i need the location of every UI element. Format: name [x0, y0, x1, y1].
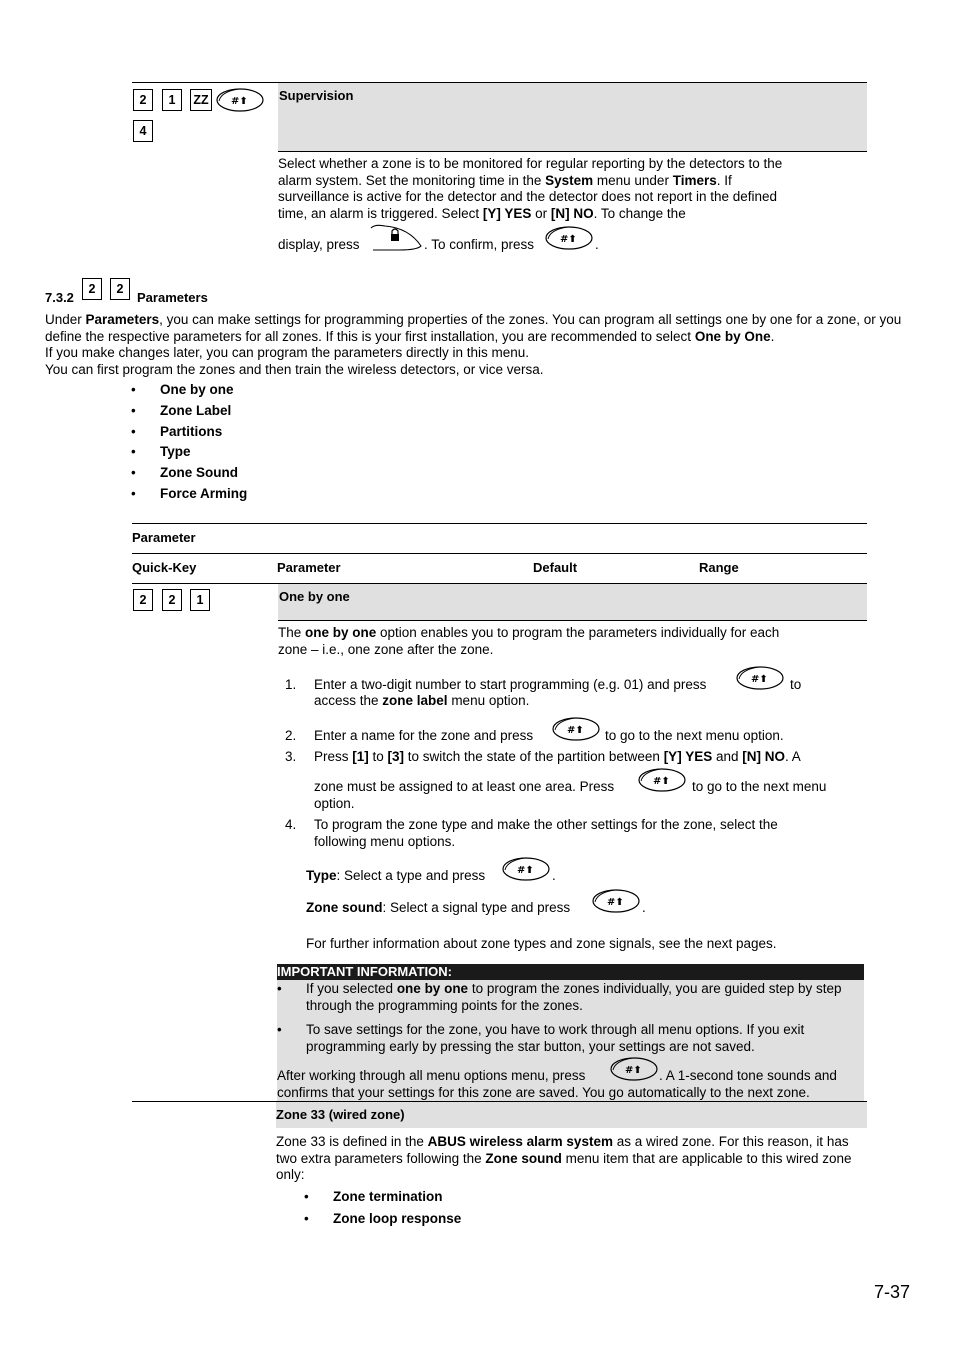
onebyone-band	[278, 584, 867, 620]
table-rule	[132, 523, 867, 524]
hash-arrow-key-icon	[592, 887, 640, 913]
svg-text:#⬆: #⬆	[231, 96, 248, 107]
intro-text: , you can make settings for programming properties of the zones. You can program all settings one by one for a zone, or you define the respective parameters for all zones. If this is your first installation, you are recommended to select	[45, 312, 902, 344]
hash-arrow-key-icon	[736, 664, 784, 690]
step-number: 1.	[285, 677, 297, 692]
step3-text-3: to go to the next menu	[692, 779, 827, 794]
zone33-text: Zone 33 is defined in the ABUS wireless alarm system as a wired zone. For this reason, it has two extra parameters following the Zone sound menu item that are applicable to this wired zone only:	[276, 1134, 852, 1182]
key-2: 2	[82, 278, 102, 300]
svg-text:#⬆: #⬆	[567, 725, 584, 736]
step1-text: Enter a two-digit number to start programming (e.g. 01) and press	[314, 677, 707, 692]
step-number: 3.	[285, 749, 297, 764]
no-option: [N] NO	[550, 205, 594, 221]
zone33-title: Zone 33 (wired zone)	[276, 1107, 405, 1122]
key-4: 4	[133, 120, 153, 142]
hash-arrow-key-icon	[552, 715, 600, 741]
zone33-list	[304, 1189, 462, 1233]
table-rule	[132, 553, 867, 554]
col-header-quickkey: Quick-Key	[132, 560, 197, 575]
supervision-title: Supervision	[279, 88, 354, 103]
yes-option: [Y] YES	[482, 205, 532, 221]
important-header: IMPORTANT INFORMATION:	[277, 964, 864, 980]
key-2: 2	[110, 278, 130, 300]
col-header-parameter: Parameter	[277, 560, 341, 575]
confirm-press-text: . To confirm, press	[424, 237, 535, 252]
key-2: 2	[162, 589, 182, 611]
list-item: • Partitions	[131, 423, 223, 439]
supervision-text-a: Select whether a zone is to be monitored for regular reporting by the detectors to the alarm system. Set the monitoring time in the	[278, 156, 783, 188]
section-p2: If you make changes later, you can program the parameters directly in this menu.	[45, 345, 529, 360]
step2-text: Enter a name for the zone and press	[314, 728, 534, 743]
hash-arrow-key-icon	[638, 766, 686, 792]
onebyone-intro: The one by one option enables you to program the parameters individually for each zone – i.e., one zone after the zone.	[278, 625, 780, 657]
step-number: 4.	[285, 817, 297, 832]
intro-end: .	[770, 328, 775, 344]
important-after-b: . A 1-second tone sounds and confirms that your settings for this zone are saved. You go automatically to the next zone.	[277, 1068, 837, 1100]
step3-text: Press [1] to [3] to switch the state of the partition between [Y] YES and [N] NO. A	[314, 749, 801, 764]
list-item: • Zone loop response	[304, 1211, 462, 1226]
section-title: Parameters	[137, 290, 208, 305]
list-item: • Zone Label	[131, 402, 232, 418]
intro-parameters: Parameters	[85, 312, 160, 327]
step1-to: to	[790, 677, 802, 692]
supervision-text-b: menu under	[593, 172, 673, 188]
list-item: • Force Arming	[131, 485, 248, 501]
important-bullet-1: • If you selected one by one to program the zones individually, you are guided step by step through the programming points for the zones.	[277, 981, 842, 1013]
further-info: For further information about zone types and zone signals, see the next pages.	[306, 936, 777, 951]
hash-arrow-key-icon	[502, 855, 550, 881]
intro-under: Under	[45, 312, 86, 327]
padlock-key-icon	[369, 222, 423, 252]
svg-text:#⬆: #⬆	[607, 897, 624, 908]
or-text: or	[531, 205, 551, 221]
section-number: 7.3.2	[45, 290, 74, 305]
supervision-text	[278, 156, 798, 222]
important-bullet-2: • To save settings for the zone, you have to work through all menu options. If you exit programming early by pressing the star button, your settings are not saved.	[277, 1022, 805, 1054]
svg-text:#⬆: #⬆	[653, 776, 670, 787]
period: .	[642, 900, 646, 915]
onebyone-title: One by one	[279, 589, 350, 604]
step3-text-4: option.	[314, 796, 355, 811]
important-after-a: After working through all menu options menu, press	[277, 1068, 586, 1083]
hash-arrow-key-icon	[216, 86, 264, 112]
parameter-list	[131, 382, 248, 507]
onebyone-band-rule	[278, 620, 867, 621]
hash-arrow-key-icon	[545, 224, 593, 250]
type-line: Type: Select a type and press	[306, 868, 486, 883]
step1-text-2: access the zone label menu option.	[314, 693, 530, 708]
sound-line: Zone sound: Select a signal type and press	[306, 900, 571, 915]
step4-text: To program the zone type and make the other settings for the zone, select the following menu options.	[314, 817, 778, 849]
step3-text-2: zone must be assigned to at least one area. Press	[314, 779, 615, 794]
svg-text:#⬆: #⬆	[517, 865, 534, 876]
table-caption: Parameter	[132, 530, 196, 545]
supervision-band	[278, 83, 867, 151]
step2-text-2: to go to the next menu option.	[605, 728, 784, 743]
section-intro	[45, 312, 915, 345]
list-item: • Type	[131, 444, 191, 460]
supervision-text-c: . If surveillance is active for the detector and the detector does not report in the defined time, an alarm is triggered. Select	[278, 172, 778, 221]
period: .	[552, 868, 556, 883]
intro-onebyone: One by One	[694, 328, 771, 344]
svg-text:#⬆: #⬆	[751, 674, 768, 685]
col-header-range: Range	[699, 560, 739, 575]
onebyone-bold: one by one	[305, 625, 377, 640]
list-item: • Zone Sound	[131, 465, 238, 481]
key-zz: ZZ	[190, 89, 212, 111]
supervision-band-rule	[278, 151, 867, 152]
key-2: 2	[133, 89, 153, 111]
page-number: 7-37	[874, 1282, 911, 1302]
col-header-default: Default	[533, 560, 578, 575]
period: .	[595, 237, 599, 252]
system-menu-label: System	[545, 172, 594, 188]
display-press-text: display, press	[278, 237, 360, 252]
key-2: 2	[133, 589, 153, 611]
step-number: 2.	[285, 728, 297, 743]
key-1: 1	[190, 589, 210, 611]
key-1: 1	[162, 89, 182, 111]
list-item: • Zone termination	[304, 1189, 443, 1204]
svg-text:#⬆: #⬆	[625, 1065, 642, 1076]
svg-text:#⬆: #⬆	[560, 234, 577, 245]
section-p3: You can first program the zones and then train the wireless detectors, or vice versa.	[45, 362, 544, 377]
list-item: • One by one	[131, 382, 234, 397]
timers-menu-label: Timers	[672, 172, 717, 188]
change-text: . To change the	[593, 205, 686, 221]
